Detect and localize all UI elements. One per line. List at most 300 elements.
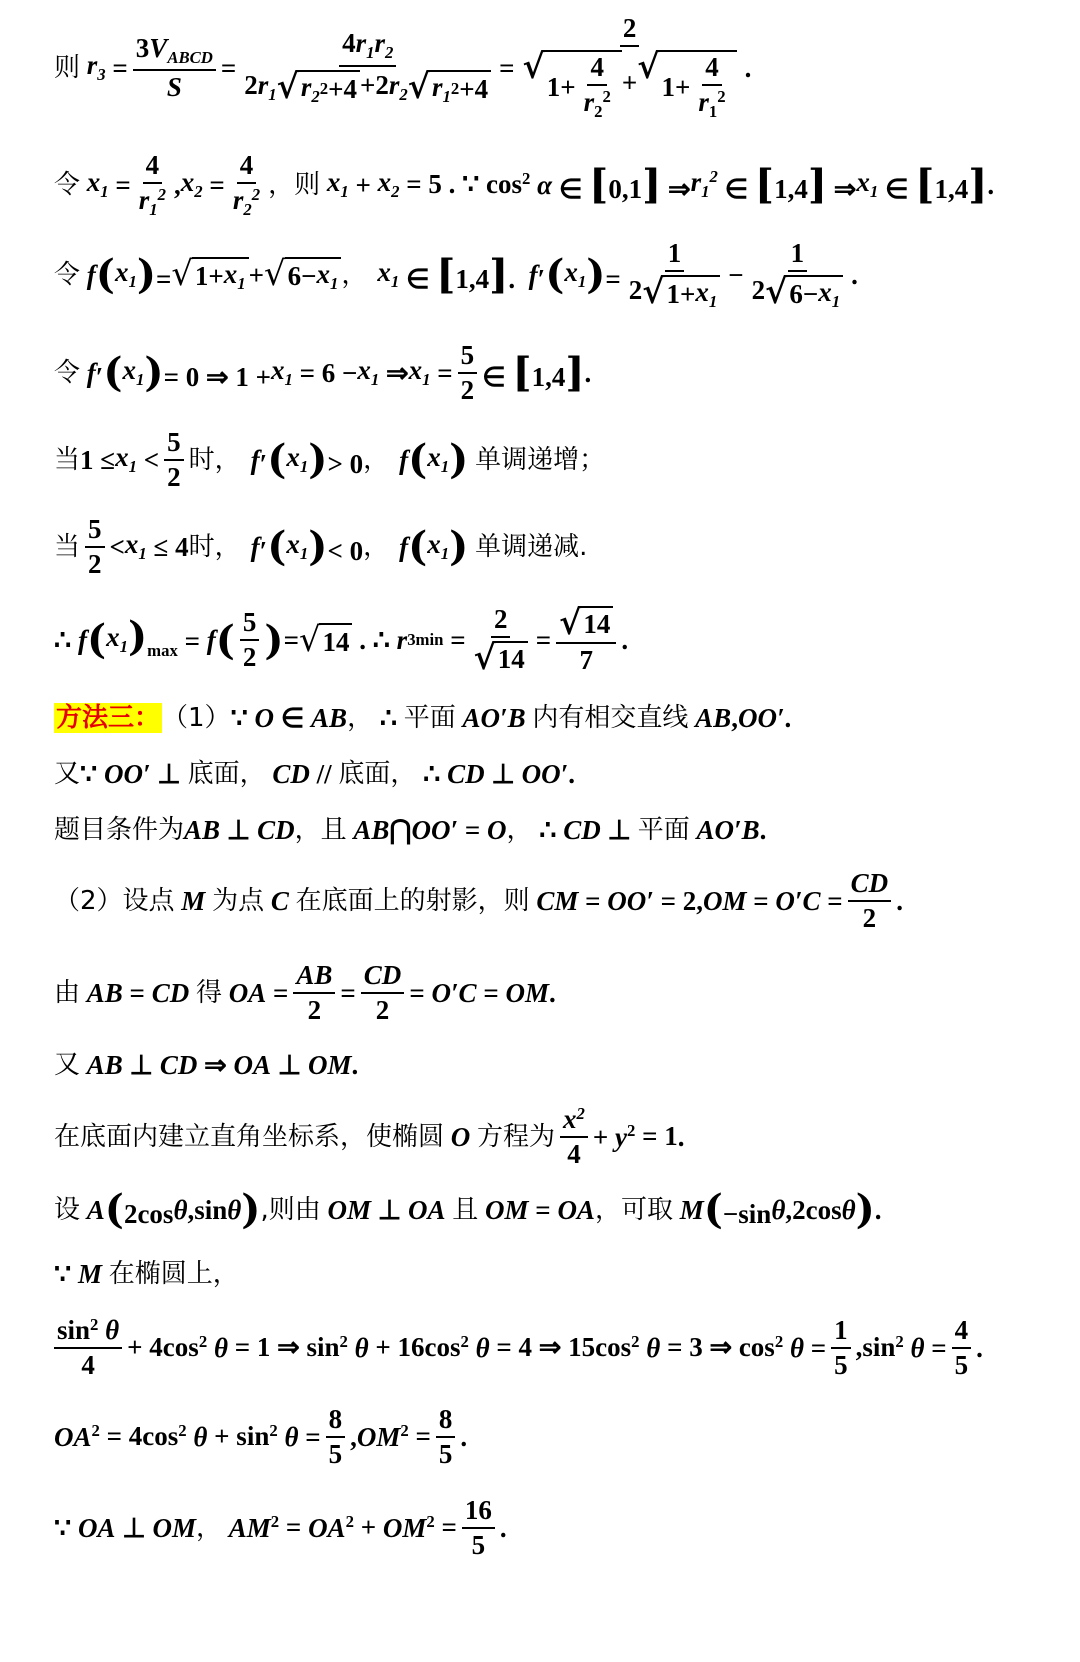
- math-text: ∵: [230, 702, 255, 733]
- math-variable: O′C: [431, 977, 477, 1008]
- math-variable: OM: [505, 977, 549, 1008]
- math-text: (: [95, 249, 115, 298]
- math-text: ⊥: [220, 814, 258, 845]
- math-text: ⇒: [197, 1049, 234, 1080]
- subscript: 1: [440, 457, 450, 477]
- math-text: =: [220, 52, 237, 83]
- superscript: 2: [895, 1332, 904, 1352]
- fraction-numerator: 8: [436, 1406, 456, 1438]
- math-text: //: [309, 758, 339, 789]
- radical-sign: √: [264, 254, 286, 294]
- fraction-denominator: 2 √ 6− $x_1$: [749, 272, 846, 311]
- math-text: = 4 ⇒ $15\cos^2$: [489, 1332, 640, 1363]
- text: 又: [54, 1050, 81, 1080]
- fraction-denominator: 5: [471, 1530, 486, 1560]
- fraction-numerator: $3V_{ABCD}$: [133, 35, 216, 72]
- fraction-numerator: CD: [361, 962, 405, 994]
- math-text: = 1 ⇒ $\sin^2$: [227, 1332, 348, 1363]
- math-text: ⊥: [270, 1049, 309, 1080]
- math-text: ⊥: [150, 758, 188, 789]
- fraction: [230, 149, 263, 219]
- formula-line-1: [54, 13, 1050, 122]
- subscript: 1: [136, 370, 145, 390]
- math-text: (: [103, 347, 123, 396]
- math-variable: f: [80, 357, 96, 388]
- math-variable: OM: [320, 1194, 371, 1225]
- formula-line-16: [54, 1254, 1050, 1294]
- radical-sign: √: [171, 254, 193, 294]
- math-variable: θ: [193, 1421, 208, 1452]
- fraction-denominator: 4: [81, 1350, 95, 1381]
- math-variable: OA: [54, 1421, 92, 1452]
- period: .: [621, 624, 629, 655]
- math-text: + $\sin^2$: [207, 1421, 278, 1452]
- text: ,则由: [260, 1195, 321, 1225]
- math-variable: $x_1$: [564, 257, 587, 292]
- math-variable: OA: [557, 1194, 595, 1225]
- radicand: 6− $x_1$: [285, 257, 342, 293]
- math-text: ): [144, 347, 164, 396]
- subscript: 1: [149, 199, 158, 219]
- superscript: 2: [774, 1332, 784, 1352]
- math-text: ∵: [80, 758, 104, 789]
- fraction: [695, 54, 728, 121]
- math-text: ,: [174, 169, 181, 200]
- radicand: $r_1$ 2 +4: [429, 70, 491, 106]
- subscript: 1: [284, 370, 293, 390]
- math-variable: M: [672, 1194, 704, 1225]
- subscript: 1: [329, 274, 339, 294]
- math-variable: r: [396, 624, 408, 655]
- fraction: [241, 30, 494, 105]
- math-variable: OA: [233, 1049, 271, 1080]
- fraction-numerator: 4: [952, 1317, 972, 1349]
- superscript: 2: [522, 169, 531, 189]
- math-text: =: [340, 977, 356, 1008]
- math-text: (: [408, 521, 428, 570]
- superscript: 2: [91, 1421, 100, 1441]
- math-variable: $x_1$: [270, 355, 293, 390]
- fraction: [556, 601, 616, 676]
- fraction: [436, 1406, 456, 1468]
- math-text: (−sin: [703, 1184, 772, 1233]
- superscript: 2: [270, 1512, 280, 1532]
- superscript: 2: [450, 79, 460, 99]
- math-text: [86, 614, 107, 663]
- text: 令: [54, 358, 81, 388]
- math-text: ): [264, 615, 284, 664]
- radicand: 14: [319, 623, 352, 657]
- math-text: =: [409, 977, 432, 1008]
- subscript: 2: [594, 102, 603, 122]
- formula-line-9: [54, 754, 1050, 794]
- fraction-denominator: 5: [834, 1350, 848, 1380]
- math-variable: $x_2$: [180, 167, 203, 202]
- subscript: 1: [366, 43, 375, 63]
- math-text: $^2$ =: [400, 1421, 431, 1452]
- math-text: ∈ [1,4].: [399, 249, 529, 298]
- math-variable: $x_1$: [115, 442, 137, 477]
- math-text: [95, 249, 115, 298]
- fraction-numerator: [556, 601, 616, 645]
- formula-line-11: [54, 866, 1050, 936]
- math-variable: $x_1$: [427, 529, 450, 564]
- math-variable: A: [80, 1194, 105, 1225]
- fraction-numerator: 1: [665, 240, 685, 272]
- math-text: )=: [586, 249, 621, 298]
- subscript: 1: [128, 457, 137, 477]
- math-text: (: [703, 1184, 723, 1233]
- math-text: = 3 ⇒ $\cos^2$: [660, 1332, 784, 1363]
- math-variable: f: [528, 259, 538, 290]
- math-text: ∴: [373, 702, 404, 733]
- formula-line-5: [54, 425, 1050, 495]
- math-text: −: [728, 259, 744, 290]
- math-text: ∵: [54, 1258, 78, 1289]
- math-text: ]: [807, 159, 827, 208]
- fraction-numerator: 1: [831, 1317, 851, 1349]
- math-variable: AM: [222, 1512, 271, 1543]
- text: （1）: [162, 703, 231, 733]
- math-text: ′(: [95, 347, 123, 396]
- subscript: 1: [577, 272, 587, 292]
- subscript: 2: [399, 84, 408, 104]
- math-text: +: [348, 169, 378, 200]
- subscript: 1: [100, 182, 109, 202]
- fraction-denominator: $r_2^2$: [232, 184, 261, 219]
- fraction: [831, 1317, 851, 1379]
- math-text: ⋂: [389, 814, 412, 845]
- square-root: [522, 46, 622, 122]
- fraction: [85, 516, 105, 578]
- fraction-denominator: $r_1^2$: [138, 184, 167, 219]
- math-variable: $x_1$: [106, 622, 128, 657]
- superscript: 2: [426, 1512, 435, 1532]
- radical-sign: √: [765, 270, 788, 311]
- subscript: 1: [370, 370, 380, 390]
- superscript: 2: [717, 87, 726, 107]
- period: .: [568, 758, 575, 789]
- period: .: [851, 259, 858, 290]
- text: 设: [54, 1195, 81, 1225]
- math-text: [: [915, 159, 935, 208]
- math-variable: OA: [308, 1512, 346, 1543]
- math-text: ): [136, 249, 156, 298]
- math-text: =: [803, 1332, 827, 1363]
- formula-line-7: [54, 602, 1050, 678]
- subscript: 1: [128, 272, 137, 292]
- math-text: ,2cos: [785, 1194, 842, 1225]
- radical-sign: √: [473, 636, 496, 677]
- math-variable: $x_1$: [320, 167, 349, 202]
- fraction: [136, 149, 169, 219]
- method-three-line: [54, 698, 1050, 738]
- math-text: [408, 521, 428, 570]
- text: 方程为: [477, 1122, 556, 1152]
- subscript: 1: [422, 370, 431, 390]
- fraction-numerator: 2: [491, 606, 511, 638]
- text: ，则: [268, 170, 321, 200]
- math-text: ): [449, 434, 469, 483]
- fraction: [164, 429, 184, 491]
- math-variable: $x_2$: [377, 167, 400, 202]
- text: 单调递增；: [475, 445, 606, 475]
- radical-sign: √: [522, 46, 545, 87]
- math-text: + $4\cos^2$: [127, 1332, 208, 1363]
- subscript: 1: [237, 274, 246, 294]
- formula-line-12: [54, 958, 1050, 1028]
- text: 在底面内建立直角坐标系，使椭圆: [54, 1122, 445, 1152]
- math-text: ∈ [1,4] ⇒: [717, 159, 857, 208]
- math-text: ): [855, 1184, 875, 1233]
- subscript: 1: [708, 102, 718, 122]
- math-text: [: [589, 159, 609, 208]
- fraction: [326, 1406, 346, 1468]
- math-text: )< 0: [308, 521, 364, 570]
- fraction-denominator: 7: [579, 645, 594, 676]
- text: ，: [363, 445, 390, 475]
- text: 且: [452, 1195, 479, 1225]
- math-variable: $x_1$: [80, 167, 109, 202]
- fraction-numerator: $4r_1r_2$: [339, 30, 396, 67]
- math-text: [449, 521, 475, 570]
- text: 当: [54, 445, 81, 475]
- math-variable: M: [174, 885, 213, 916]
- subscript: 1: [340, 182, 349, 202]
- period: .: [976, 1332, 983, 1363]
- fraction: [462, 1497, 495, 1559]
- square-root: [298, 620, 353, 660]
- fraction: [581, 54, 614, 121]
- math-variable: AB: [311, 702, 348, 733]
- math-text: ): [241, 1184, 261, 1233]
- fraction-denominator: [695, 86, 728, 121]
- math-variable: OO′: [103, 758, 151, 789]
- math-variable: θ: [284, 1421, 299, 1452]
- text: 又: [54, 759, 81, 789]
- subscript: 1: [390, 272, 400, 292]
- math-variable: $x_1$: [122, 355, 145, 390]
- fraction-denominator: 5: [954, 1350, 969, 1380]
- math-variable: f: [77, 624, 87, 655]
- math-text: =: [105, 52, 128, 83]
- method-label: 方法三：: [56, 703, 161, 733]
- fraction-numerator: 4: [143, 152, 163, 184]
- radical-sign: √: [642, 270, 665, 311]
- math-text: =: [298, 1421, 321, 1452]
- math-variable: O: [487, 814, 507, 845]
- square-root: [407, 66, 491, 106]
- math-text: =: [443, 624, 466, 655]
- fraction-denominator: 2: [242, 642, 257, 672]
- math-text: + $16\cos^2$: [368, 1332, 469, 1363]
- subscript: 1: [299, 544, 309, 564]
- fraction: [626, 237, 723, 311]
- text: （2）设点: [54, 886, 175, 916]
- math-variable: f: [399, 444, 409, 475]
- math-variable: AO′B: [455, 702, 533, 733]
- superscript: 2: [90, 1314, 99, 1334]
- text: 平面: [637, 815, 690, 845]
- fraction-denominator: 5: [328, 1439, 343, 1469]
- math-variable: CD: [159, 1049, 198, 1080]
- formula-line-4: [54, 338, 1050, 408]
- superscript: 2: [631, 1332, 640, 1352]
- math-text: (: [267, 434, 287, 483]
- fraction-numerator: CD: [848, 870, 892, 902]
- superscript: 2: [627, 1121, 636, 1141]
- math-text: = 2,: [653, 885, 704, 916]
- math-text: =: [746, 885, 776, 916]
- math-variable: CD: [563, 814, 601, 845]
- formula-line-17: [54, 1310, 1050, 1386]
- math-variable: α: [530, 169, 553, 200]
- math-variable: CD: [151, 977, 196, 1008]
- math-variable: $x_1$: [427, 442, 450, 477]
- fraction-numerator: $x^2$: [560, 1106, 588, 1138]
- text: 由: [54, 978, 81, 1008]
- math-variable: O′C: [775, 885, 821, 916]
- math-text: = 5 . ∵ $\cos^2$: [399, 169, 531, 200]
- math-variable: CD: [447, 758, 485, 789]
- fraction-denominator: S: [166, 72, 182, 103]
- subscript: 1: [708, 291, 718, 311]
- math-text: =: [924, 1332, 947, 1363]
- superscript: 2: [178, 1421, 187, 1441]
- math-variable: AB: [346, 814, 390, 845]
- math-text: ]: [565, 347, 585, 396]
- math-text: =: [202, 169, 225, 200]
- radicand: 1+ $\frac{4}{r_2^2}$: [544, 50, 622, 121]
- fraction-denominator: 2 √ 1+ $x_1$: [626, 272, 723, 311]
- superscript: 2: [602, 87, 611, 107]
- math-text: =: [458, 814, 488, 845]
- square-root: [473, 636, 528, 677]
- math-variable: $r_3$: [80, 50, 106, 85]
- subscript: 1: [119, 637, 128, 657]
- superscript: 2: [339, 1332, 348, 1352]
- math-variable: f: [250, 531, 260, 562]
- math-text: (2cos: [104, 1184, 174, 1233]
- math-text: =: [122, 977, 152, 1008]
- period: .: [584, 357, 592, 388]
- math-text: ∴: [54, 624, 78, 655]
- math-variable: r: [698, 87, 709, 118]
- math-text: =: [820, 885, 843, 916]
- square-root: [559, 601, 613, 642]
- math-variable: θ: [105, 1315, 120, 1346]
- math-variable: $x_1$: [818, 276, 841, 311]
- math-text: $^2$ +: [345, 1512, 383, 1543]
- math-text: ): [308, 521, 328, 570]
- fraction: [293, 962, 335, 1024]
- fraction: [560, 1103, 588, 1170]
- subscript: 1: [268, 84, 277, 104]
- math-variable: θ: [789, 1332, 804, 1363]
- radical-sign: √: [298, 620, 321, 660]
- fraction-denominator: 2: [862, 903, 877, 933]
- text: 时，: [188, 532, 241, 562]
- math-text: ,: [350, 1421, 357, 1452]
- math-variable: θ: [173, 1194, 188, 1225]
- superscript: 2: [345, 1512, 354, 1532]
- text: ，: [196, 1513, 223, 1543]
- fraction-numerator: 5: [85, 516, 105, 548]
- square-root: [765, 270, 843, 311]
- radical-sign: √: [407, 66, 430, 106]
- math-variable: OA: [77, 1512, 116, 1543]
- text: ，: [347, 703, 374, 733]
- math-text: ): [449, 521, 469, 570]
- math-variable: $x_1$: [695, 276, 718, 311]
- superscript: 2: [251, 184, 261, 204]
- text: 得: [195, 978, 222, 1008]
- formula-line-10: [54, 810, 1050, 850]
- math-text: ′(: [537, 249, 565, 298]
- text: 时，: [188, 445, 241, 475]
- math-text: ⊥: [370, 1194, 408, 1225]
- formula-line-18: [54, 1402, 1050, 1472]
- period: .: [677, 1121, 685, 1152]
- math-variable: $r_1^2$: [690, 167, 718, 202]
- math-variable: OO′: [521, 758, 569, 789]
- period: .: [351, 1049, 359, 1080]
- radicand: 6− $x_1$: [786, 275, 843, 311]
- radical-sign: √: [276, 66, 299, 106]
- fraction: [361, 962, 405, 1024]
- radicand: 1+ $\frac{4}{r_1^2}$: [658, 50, 736, 121]
- math-text: ): [127, 612, 148, 661]
- math-variable: CD: [265, 758, 310, 789]
- math-text: <: [136, 444, 160, 475]
- radicand: 14: [580, 606, 613, 640]
- fraction-numerator: 16: [462, 1497, 495, 1529]
- superscript: 2: [198, 1332, 208, 1352]
- radicand: $r_2$ 2 +4: [298, 70, 360, 106]
- subscript: 1: [299, 457, 309, 477]
- math-variable: f: [80, 259, 96, 290]
- fraction: [471, 603, 531, 677]
- fraction: [240, 609, 260, 671]
- fraction: [952, 1317, 972, 1379]
- fraction-denominator: 2: [88, 549, 102, 579]
- radical-sign: √: [637, 46, 660, 87]
- superscript: 2: [157, 184, 167, 204]
- math-text: ∵: [54, 1512, 78, 1543]
- period: .: [548, 977, 556, 1008]
- formula-line-2: [54, 150, 1050, 220]
- math-variable: $x_1$: [357, 355, 380, 390]
- subscript: max: [147, 641, 178, 661]
- text: 为点: [212, 886, 265, 916]
- square-root: [637, 46, 736, 122]
- math-text: (: [267, 521, 287, 570]
- fraction: [133, 32, 216, 103]
- text: 内有相交直线: [532, 703, 689, 733]
- radicand: 14: [495, 641, 528, 675]
- math-variable: θ: [213, 1332, 228, 1363]
- math-text: )> 0: [308, 434, 364, 483]
- period: .: [759, 814, 767, 845]
- fraction-numerator: 5: [240, 609, 260, 641]
- math-variable: OM: [478, 1194, 529, 1225]
- math-text: ]: [642, 159, 662, 208]
- math-text: ∈ [1,4]: [878, 159, 988, 208]
- math-text: <: [109, 531, 125, 562]
- math-variable: θ: [841, 1194, 856, 1225]
- superscript: 2: [400, 1421, 409, 1441]
- math-variable: OM: [152, 1512, 196, 1543]
